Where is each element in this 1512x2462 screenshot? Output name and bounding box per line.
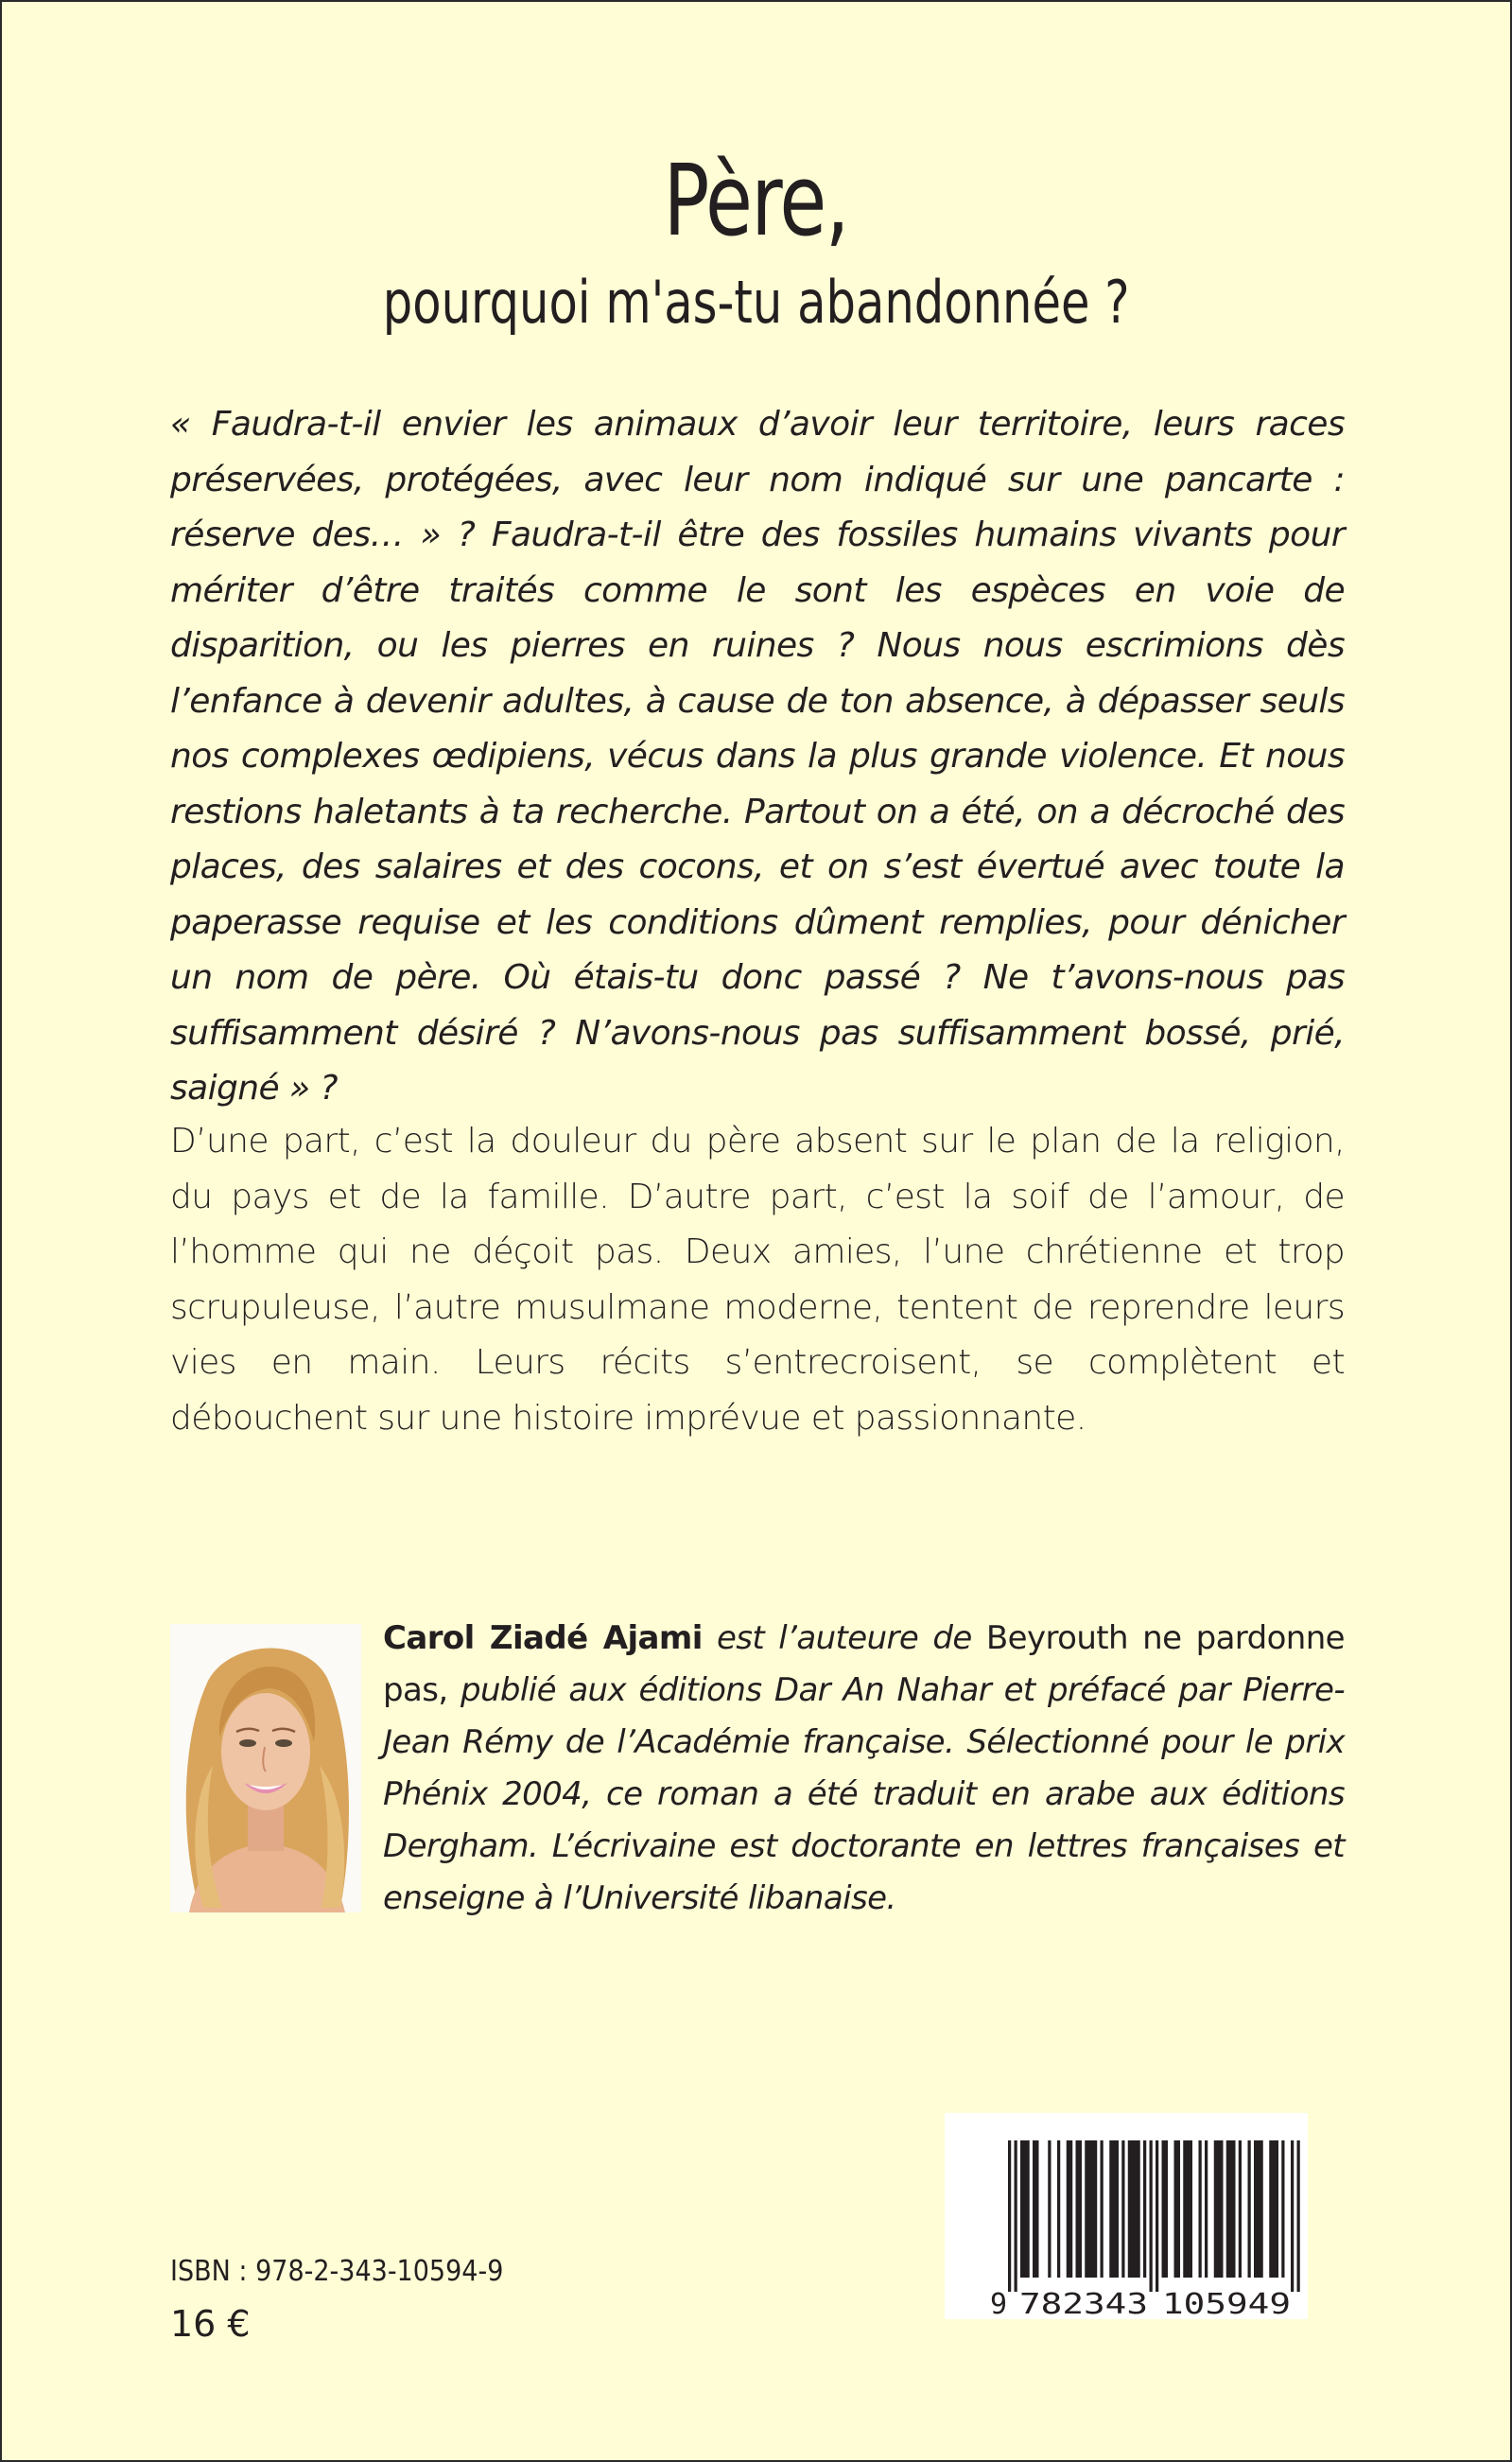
barcode-bar <box>1205 2140 1208 2278</box>
book-title <box>2 144 1510 257</box>
barcode-bar <box>1183 2140 1192 2278</box>
barcode-bar <box>1020 2140 1030 2278</box>
barcode-bar <box>1281 2140 1284 2278</box>
isbn-text: ISBN : 978-2-343-10594-9 <box>170 2255 504 2288</box>
barcode <box>945 2113 1308 2319</box>
price: 16 € <box>170 2303 251 2345</box>
barcode-bar <box>1008 2140 1011 2292</box>
barcode-bar <box>1085 2140 1097 2278</box>
barcode-bar <box>1150 2140 1153 2292</box>
barcode-bar <box>1076 2140 1083 2278</box>
barcode-bars <box>1008 2140 1300 2292</box>
barcode-bar <box>1101 2140 1104 2278</box>
author-photo <box>170 1624 361 1912</box>
barcode-bar <box>1143 2140 1146 2278</box>
barcode-bar <box>1109 2140 1119 2278</box>
barcode-icon <box>945 2113 1308 2319</box>
author-bio <box>383 1613 1345 1925</box>
barcode-first-digit: 9 <box>990 2288 1008 2319</box>
barcode-bar <box>1128 2140 1140 2278</box>
barcode-bar <box>1214 2140 1224 2278</box>
isbn <box>170 2253 541 2291</box>
author-bio-part2: publié aux éditions Dar An Nahar et préfacé par Pierre-Jean Rémy de l’Académie française. Sélectionné pour le prix Phénix 2004, ce roman a été traduit en arabe aux éditions Dergham. L’écrivaine est doctorante en lettres françaises et enseigne à l’Université libanaise. <box>383 1671 1345 1917</box>
barcode-bar <box>1121 2140 1124 2278</box>
book-subtitle-text: pourquoi m'as-tu abandonnée ? <box>382 268 1130 337</box>
barcode-bar <box>1156 2140 1158 2292</box>
barcode-bar <box>1226 2140 1236 2278</box>
barcode-left-digits: 782343 <box>1019 2288 1148 2319</box>
barcode-bar <box>1057 2140 1060 2278</box>
barcode-bar <box>1033 2140 1039 2278</box>
previous-book-title: Beyrouth ne pardonne pas, <box>383 1619 1345 1709</box>
synopsis-paragraph: D’une part, c’est la douleur du père absent sur le plan de la religion, du pays et de la famille. D’autre part, c’est la soif de l’amour, de l’homme qui ne déçoit pas. Deux amies, l’une chrétienne et trop scrupuleuse, l’autre musulmane moderne, tentent de reprendre leurs vies en main. Leurs récits s’entrecroisent, se complètent et débouchent sur une histoire imprévue et passionnante. <box>170 1122 1345 1438</box>
book-title-text: Père, <box>663 143 849 258</box>
barcode-bar <box>1015 2140 1017 2292</box>
book-subtitle <box>2 265 1510 340</box>
barcode-bar <box>1269 2140 1278 2278</box>
author-bio-part1: est l’auteure de <box>702 1619 986 1657</box>
barcode-bar <box>1297 2140 1300 2292</box>
barcode-bar <box>1199 2140 1202 2278</box>
author-portrait-icon <box>170 1624 361 1912</box>
author-name: Carol Ziadé Ajami <box>383 1619 703 1657</box>
barcode-bar <box>1239 2140 1242 2278</box>
barcode-bar <box>1291 2140 1294 2292</box>
barcode-bar <box>1048 2140 1051 2278</box>
barcode-bar <box>1162 2140 1169 2278</box>
barcode-bar <box>1067 2140 1073 2278</box>
barcode-bar <box>1248 2140 1251 2278</box>
barcode-bar <box>1174 2140 1181 2278</box>
barcode-bar <box>1254 2140 1263 2278</box>
quote-paragraph: « Faudra-t-il envier les animaux d’avoir leur territoire, leurs races préservées, protégées, avec leur nom indiqué sur une pancarte : réserve des… » ? Faudra-t-il être des fossiles humains vivants pour mériter d’être traités comme le sont les espèces en voie de disparition, ou les pierres en ruines ? Nous nous escrimions dès l’enfance à devenir adultes, à cause de ton absence, à dépasser seuls nos complexes œdipiens, vécus dans la plus grande violence. Et nous restions haletants à ta recherche. Partout on a été, on a décroché des places, des salaires et des cocons, et on s’est évertué avec toute la paperasse requise et les conditions dûment remplies, pour dénicher un nom de père. Où étais-tu donc passé ? Ne t’avons-nous pas suffisamment désiré ? N’avons-nous pas suffisamment bossé, prié, saigné » ? <box>170 405 1345 1108</box>
barcode-right-digits: 105949 <box>1162 2288 1291 2319</box>
